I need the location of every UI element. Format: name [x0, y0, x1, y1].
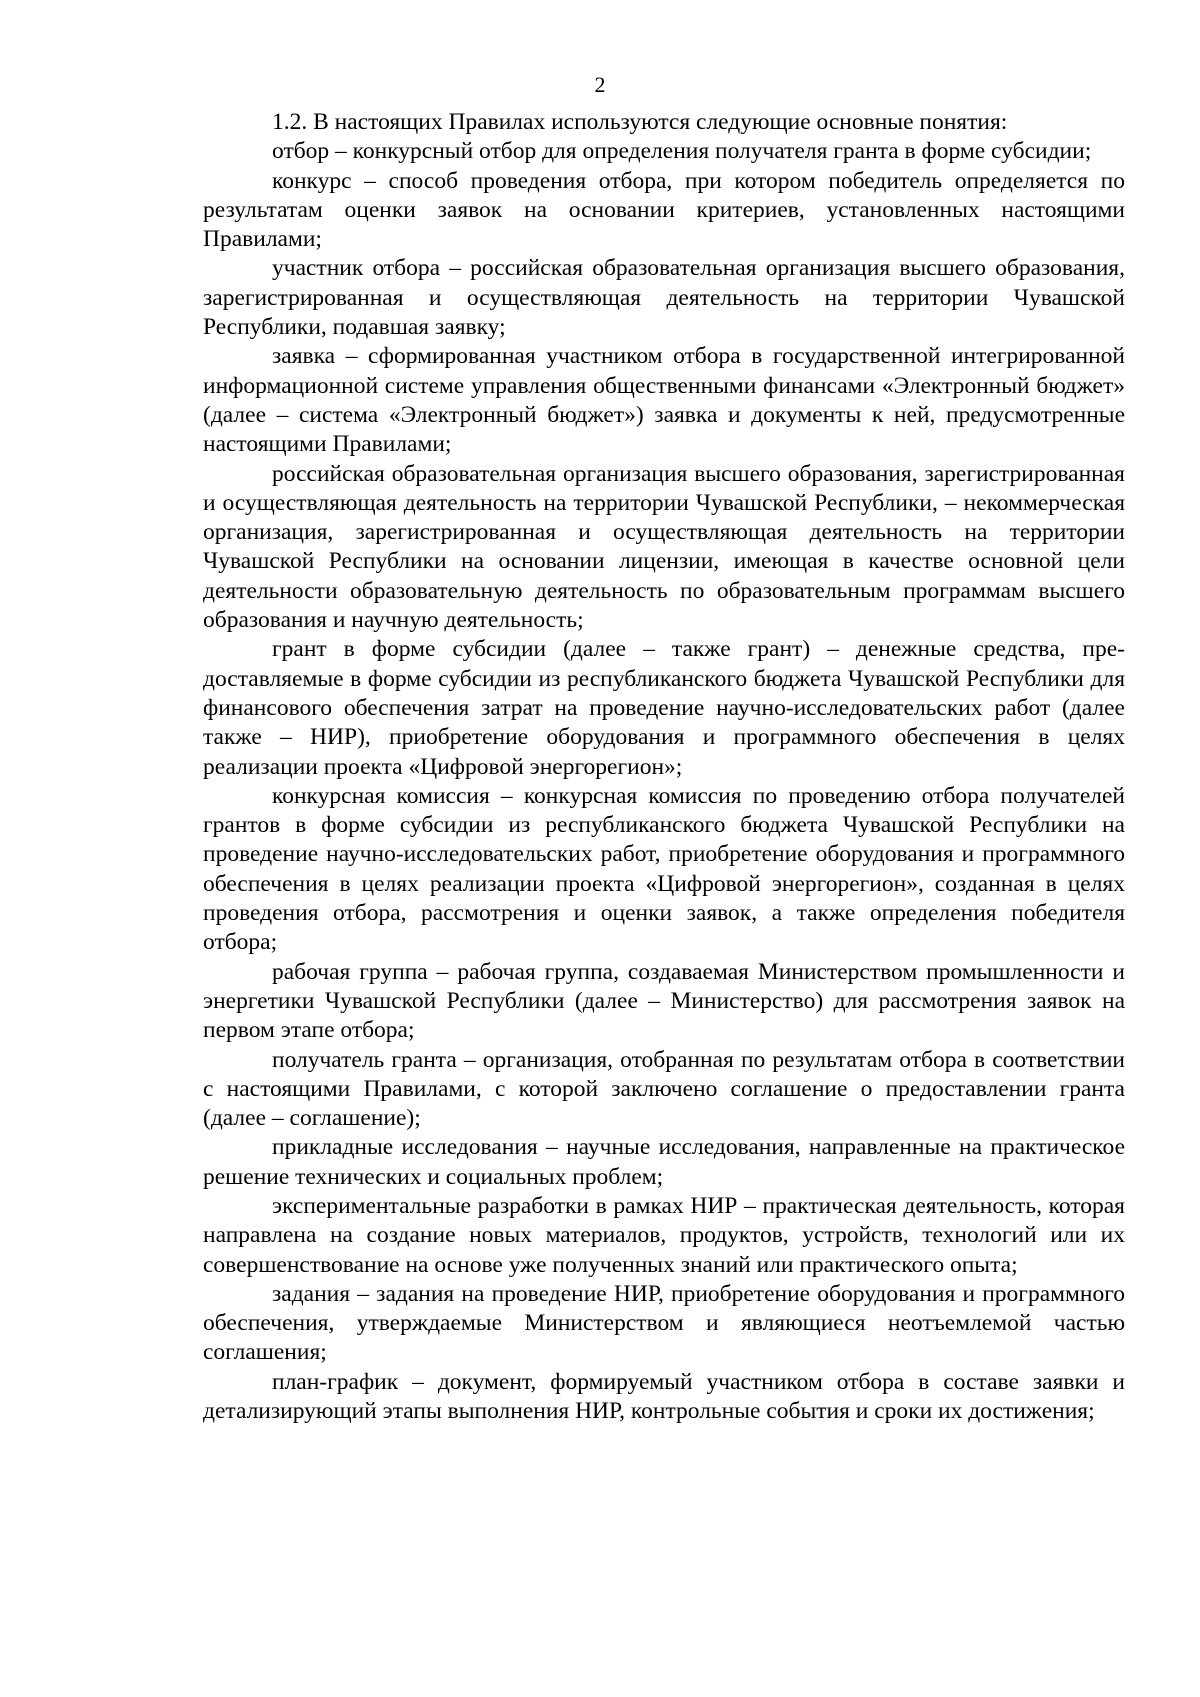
page-number: 2 — [594, 72, 606, 97]
paragraph-prikladnye-issledovaniya: прикладные исследования – научные исследования, направленные на практическое решение технических и социальных проблем; — [203, 1134, 1125, 1190]
paragraph-eksperimentalnye-razrabotki: экспериментальные разработки в рамках НИР – практическая деятельность, которая направлена на создание новых материалов, продуктов, устройств, технологий или их совершенствование на основе уже полученных знаний или практического опыта; — [203, 1192, 1125, 1278]
paragraph-uchastnik-otbora: участник отбора – российская образовательная организация высшего образования, зарегистрированная и осуществляющая деятельность на территории Чувашской Республики, подавшая заявку; — [203, 255, 1125, 341]
paragraph-definitions-intro: 1.2. В настоящих Правилах используются следующие основные понятия: — [272, 109, 1008, 135]
document-body — [203, 108, 1125, 1426]
paragraph-obrazovatelnaya-organizaciya: российская образовательная организация высшего образования, зарегистрированная и осуществляющая деятельность на территории Чувашской Республики, – некоммерческая организация, зарегистрированная и осуществляющая деятельность на территории Чувашской Республики на основании лицензии, имеющая в качестве основной цели деятельности образовательную деятельность по образовательным программам высшего образования и научную деятельность; — [203, 460, 1125, 634]
paragraph-konkurs: конкурс – способ проведения отбора, при котором победитель определяется по результатам оценки заявок на основании критериев, установленных настоящими Правилами; — [203, 167, 1125, 253]
paragraph-zayavka: заявка – сформированная участником отбора в государственной интегрированной информационной системе управления общественными финансами «Электронный бюджет» (далее – система «Электронный бюджет») заявка и документы к ней, предусмотренные настоящими Правилами; — [203, 343, 1125, 458]
paragraph-plan-grafik: план-график – документ, формируемый участником отбора в составе заявки и детализирующий этапы выполнения НИР, контрольные события и сроки их достижения; — [203, 1368, 1125, 1425]
paragraph-rabochaya-gruppa: рабочая группа – рабочая группа, создаваемая Министерством промышленности и энергетики Чувашской Республики (далее – Министерство) для рассмотрения заявок на первом этапе отбора; — [203, 958, 1125, 1044]
paragraph-zadaniya: задания – задания на проведение НИР, приобретение оборудования и программного обеспечения, утверждаемые Министерством и являющиеся неотъемлемой частью соглашения; — [203, 1280, 1125, 1366]
paragraph-grant: грант в форме субсидии (далее – также грант) – денежные средства, предоставляемые в форме субсидии из республиканского бюджета Чувашской Республики для финансового обеспечения затрат на проведение научно-исследовательских работ (далее также – НИР), приобретение оборудования и программного обеспечения в целях реализации проекта «Цифровой энергорегион»; — [203, 636, 1125, 780]
paragraph-poluchatel-granta: получатель гранта – организация, отобранная по результатам отбора в соответствии с настоящими Правилами, с которой заключено соглашение о предоставлении гранта (далее – соглашение); — [203, 1046, 1125, 1132]
paragraph-otbor: отбор – конкурсный отбор для определения получателя гранта в форме субсидии; — [272, 138, 1092, 165]
paragraph-konkursnaya-komissiya: конкурсная комиссия – конкурсная комиссия по проведению отбора получателей грантов в форме субсидии из республиканского бюджета Чувашской Республики на проведение научно-исследовательских работ, приобретение оборудования и программного обеспечения в целях реализации проекта «Цифровой энергорегион», созданная в целях проведения отбора, рассмотрения и оценки заявок, а также определения победителя отбора; — [203, 782, 1125, 956]
